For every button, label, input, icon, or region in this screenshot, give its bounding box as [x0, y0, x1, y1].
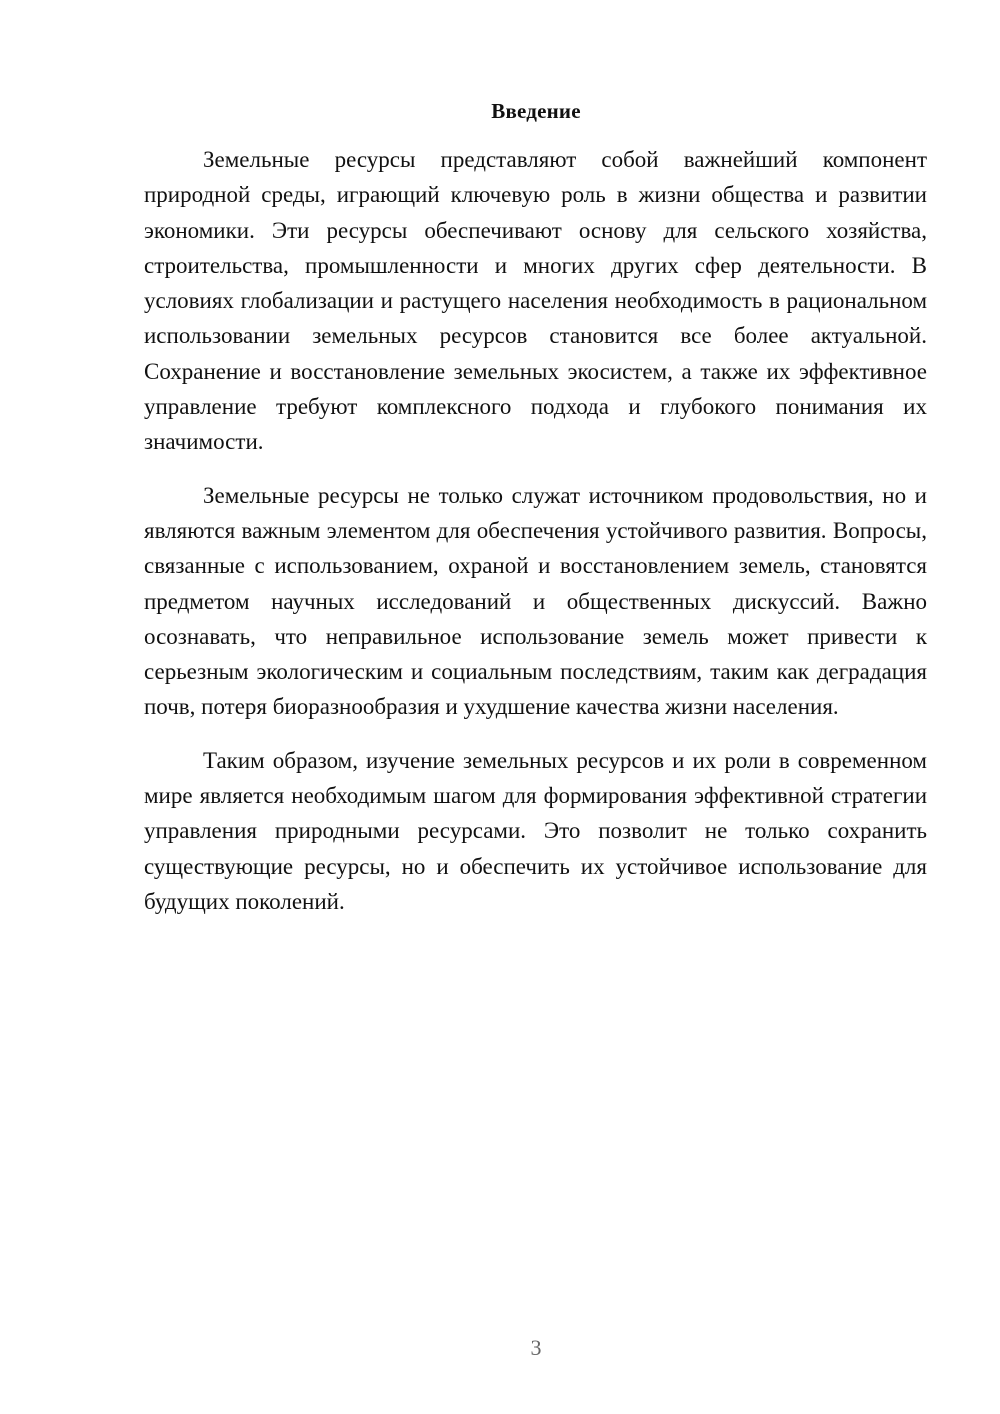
paragraph-2: Земельные ресурсы не только служат источником продовольствия, но и являются важным элементом для обеспечения устойчивого развития. Вопросы, связанные с использованием, охраной и восстановлением земель, становятся предметом научных исследований и общественных дискуссий. Важно осознавать, что неправильное использование земель может привести к серьезным экологическим и социальным последствиям, таким как деградация почв, потеря биоразнообразия и ухудшение качества жизни населения. [144, 482, 927, 720]
section-heading: Введение [491, 99, 581, 123]
document-body [144, 142, 927, 919]
page-number: 3 [530, 1335, 542, 1360]
paragraph-1: Земельные ресурсы представляют собой важнейший компонент природной среды, играющий ключевую роль в жизни общества и развитии экономики. Эти ресурсы обеспечивают основу для сельского хозяйства, строительства, промышленности и многих других сфер деятельности. В условиях глобализации и растущего населения необходимость в рациональном использовании земельных ресурсов становится все более актуальной. Сохранение и восстановление земельных экосистем, а также их эффективное управление требуют комплексного подхода и глубокого понимания их значимости. [144, 147, 927, 455]
paragraph-3: Таким образом, изучение земельных ресурсов и их роли в современном мире является необходимым шагом для формирования эффективной стратегии управления природными ресурсами. Это позволит не только сохранить существующие ресурсы, но и обеспечить их устойчивое использование для будущих поколений. [144, 747, 927, 914]
